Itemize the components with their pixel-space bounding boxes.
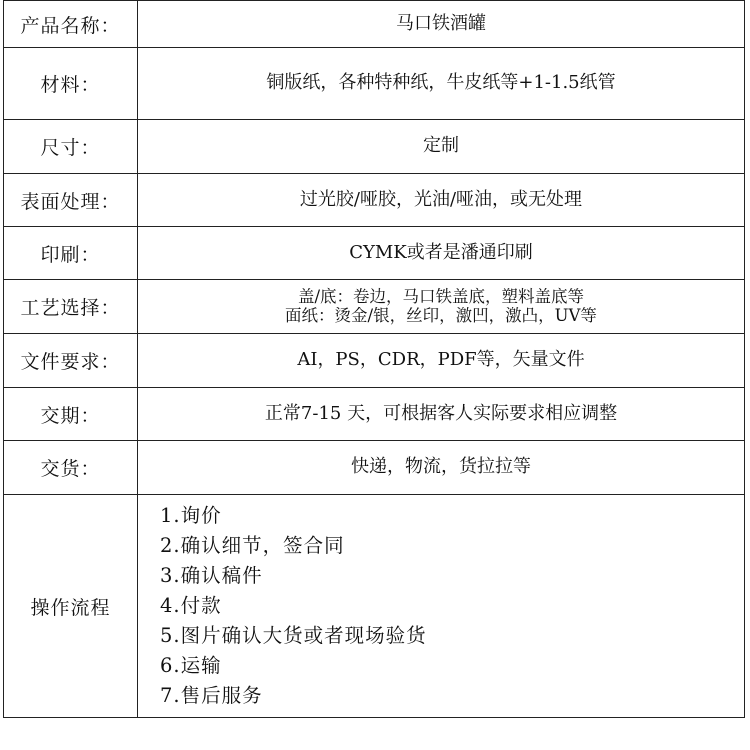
row-label: 印刷： [4, 227, 138, 280]
table-row [4, 174, 745, 227]
row-label: 文件要求： [4, 334, 138, 388]
row-value: 过光胶/哑胶，光油/哑油，或无处理 [138, 174, 745, 227]
row-value: 正常7-15 天，可根据客人实际要求相应调整 [138, 388, 745, 441]
table-row [4, 280, 745, 334]
process-step: 6.运输 [160, 654, 222, 677]
table-row [4, 334, 745, 388]
table-row [4, 495, 745, 718]
row-label: 材料： [4, 48, 138, 120]
process-step: 5.图片确认大货或者现场验货 [160, 624, 427, 647]
row-label: 工艺选择： [4, 280, 138, 334]
process-step: 3.确认稿件 [160, 564, 263, 587]
row-value: 定制 [138, 120, 745, 174]
table-row [4, 120, 745, 174]
row-value: AI，PS，CDR，PDF等，矢量文件 [138, 334, 745, 388]
row-label: 交期： [4, 388, 138, 441]
process-step: 7.售后服务 [160, 684, 263, 707]
process-step: 4.付款 [160, 594, 222, 617]
row-value [138, 280, 745, 334]
table-row [4, 227, 745, 280]
row-label: 表面处理： [4, 174, 138, 227]
craft-line: 盖/底：卷边，马口铁盖底，塑料盖底等 [297, 286, 585, 306]
row-value: CYMK或者是潘通印刷 [138, 227, 745, 280]
row-value: 马口铁酒罐 [138, 1, 745, 48]
row-label: 操作流程 [4, 495, 138, 718]
craft-line: 面纸：烫金/银，丝印，激凹，激凸，UV等 [285, 305, 597, 325]
row-label: 产品名称： [4, 1, 138, 48]
process-step: 1.询价 [160, 504, 222, 527]
row-label: 尺寸： [4, 120, 138, 174]
table-row [4, 441, 745, 495]
product-spec-table [3, 0, 745, 718]
process-steps [138, 495, 745, 718]
table-row [4, 388, 745, 441]
table-row [4, 48, 745, 120]
process-step: 2.确认细节，签合同 [160, 534, 345, 557]
row-label: 交货： [4, 441, 138, 495]
row-value: 快递，物流，货拉拉等 [138, 441, 745, 495]
table-row [4, 1, 745, 48]
row-value: 铜版纸，各种特种纸，牛皮纸等+1-1.5纸管 [138, 48, 745, 120]
